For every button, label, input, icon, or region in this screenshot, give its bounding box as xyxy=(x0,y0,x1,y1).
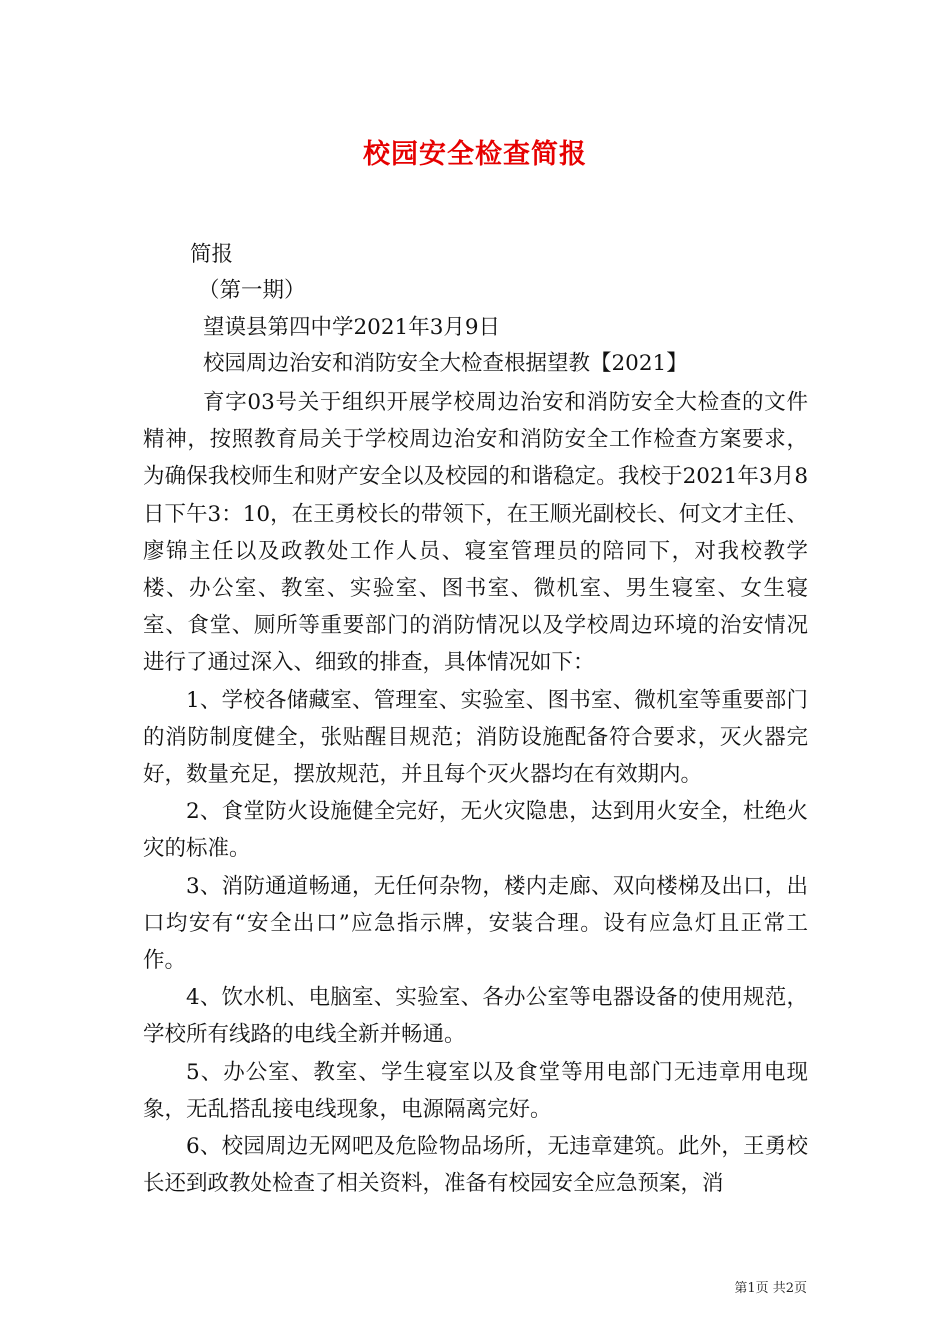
header-line-school-date: 望谟县第四中学2021年3月9日 xyxy=(203,315,501,340)
document-body xyxy=(143,384,808,1202)
header-line-subject: 校园周边治安和消防安全大检查根据望教【2021】 xyxy=(203,351,688,376)
document-title: 校园安全检查简报 xyxy=(363,139,587,170)
paragraph-item-5: 5、办公室、教室、学生寝室以及食堂等用电部门无违章用电现象，无乱搭乱接电线现象，电源隔离完好。 xyxy=(143,1059,808,1122)
page-number: 第1页 共2页 xyxy=(734,1281,807,1296)
paragraph-item-2: 2、食堂防火设施健全完好，无火灾隐患，达到用火安全，杜绝火灾的标准。 xyxy=(143,799,808,862)
paragraph-item-1: 1、学校各储藏室、管理室、实验室、图书室、微机室等重要部门的消防制度健全，张贴醒目规范；消防设施配备符合要求，灭火器完好，数量充足，摆放规范，并且每个灭火器均在有效期内。 xyxy=(143,687,808,788)
paragraph-item-6: 6、校园周边无网吧及危险物品场所，无违章建筑。此外，王勇校长还到政教处检查了相关资料，准备有校园安全应急预案，消 xyxy=(143,1134,808,1197)
header-line-issue: （第一期） xyxy=(198,278,306,303)
paragraph-intro: 育字03号关于组织开展学校周边治安和消防安全大检查的文件精神，按照教育局关于学校周边治安和消防安全工作检查方案要求，为确保我校师生和财产安全以及校园的和谐稳定。我校于2021年3月8日下午3：10，在王勇校长的带领下，在王顺光副校长、何文才主任、廖锦主任以及政教处工作人员、寝室管理员的陪同下，对我校教学楼、办公室、教室、实验室、图书室、微机室、男生寝室、女生寝室、食堂、厕所等重要部门的消防情况以及学校周边环境的治安情况进行了通过深入、细致的排查，具体情况如下： xyxy=(143,390,808,676)
header-line-report: 简报 xyxy=(190,242,234,267)
paragraph-item-3: 3、消防通道畅通，无任何杂物，楼内走廊、双向楼梯及出口，出口均安有“安全出口”应急指示牌，安装合理。设有应急灯且正常工作。 xyxy=(143,873,808,974)
paragraph-item-4: 4、饮水机、电脑室、实验室、各办公室等电器设备的使用规范，学校所有线路的电线全新并畅通。 xyxy=(143,985,808,1048)
